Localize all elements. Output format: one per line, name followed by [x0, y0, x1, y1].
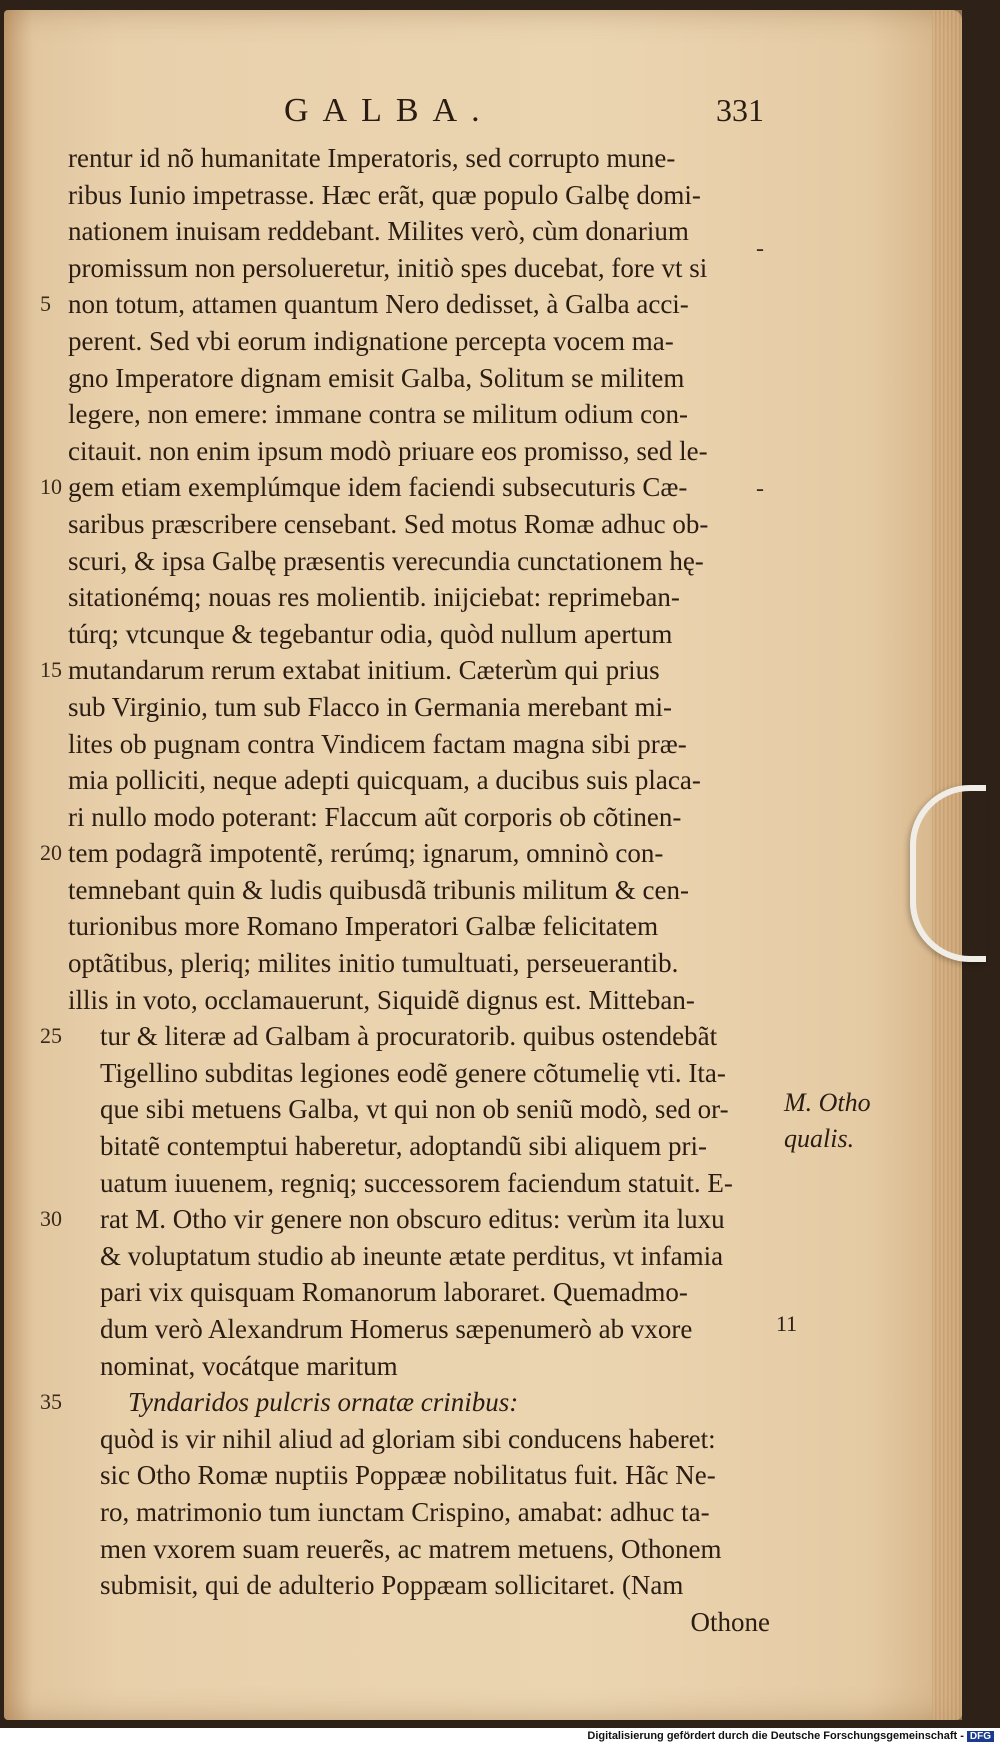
text-line	[40, 323, 770, 360]
line-text: nominat, vocátque maritum	[100, 1350, 398, 1381]
text-line	[40, 177, 770, 214]
margin-dash: -	[756, 236, 764, 262]
running-title: GALBA.	[284, 92, 494, 129]
text-line	[40, 1494, 770, 1531]
line-text: mutandarum rerum extabat initium. Cæterùm qui prius	[68, 655, 660, 686]
margin-note-qualis: qualis.	[784, 1124, 855, 1153]
line-text: & voluptatum studio ab ineunte ætate perditus, vt infamia	[100, 1240, 724, 1271]
text-line	[40, 396, 770, 433]
page-header	[244, 92, 764, 138]
line-text: optãtibus, pleriq; milites initio tumultuati, perseuerantib.	[68, 948, 679, 979]
text-line	[40, 1348, 770, 1385]
book-page	[4, 10, 962, 1720]
text-line	[40, 250, 770, 287]
line-text: Othone	[690, 1606, 770, 1637]
text-line	[40, 1018, 770, 1055]
margin-note-otho: M. Otho	[784, 1088, 871, 1117]
text-line	[40, 1201, 770, 1238]
line-text: perent. Sed vbi eorum indignatione percepta vocem ma-	[68, 325, 674, 356]
text-line	[40, 726, 770, 763]
credit-text: Digitalisierung gefördert durch die Deutsche Forschungsgemeinschaft -	[587, 1730, 964, 1742]
line-text: ribus Iunio impetrasse. Hæc erãt, quæ populo Galbę domi-	[68, 179, 701, 210]
line-text: Tyndaridos pulcris ornatæ crinibus:	[128, 1387, 519, 1418]
text-line	[40, 579, 770, 616]
text-line	[40, 616, 770, 653]
text-line	[40, 1091, 770, 1128]
line-text: quòd is vir nihil aliud ad gloriam sibi conducens haberet:	[100, 1423, 716, 1454]
text-line	[40, 652, 770, 689]
text-line	[40, 908, 770, 945]
text-line	[40, 945, 770, 982]
line-text: mia polliciti, neque adepti quicquam, a ducibus suis placa-	[68, 765, 701, 796]
line-text: scuri, & ipsa Galbę præsentis verecundia cunctationem hę-	[68, 545, 704, 576]
digitization-credit	[587, 1730, 994, 1742]
text-line	[40, 140, 770, 177]
line-text: lites ob pugnam contra Vindicem factam magna sibi præ-	[68, 728, 687, 759]
text-line	[40, 1128, 770, 1165]
paper-clip	[910, 785, 986, 962]
text-line	[40, 543, 770, 580]
line-text: bitatẽ contemptui haberetur, adoptandũ sibi aliquem pri-	[100, 1131, 707, 1162]
line-text: pari vix quisquam Romanorum laboraret. Quemadmo-	[100, 1277, 688, 1308]
text-line	[40, 1055, 770, 1092]
text-line	[40, 799, 770, 836]
line-text: turionibus more Romano Imperatori Galbæ felicitatem	[68, 911, 659, 942]
text-line	[40, 469, 770, 506]
text-line	[40, 1421, 770, 1458]
text-line	[40, 213, 770, 250]
text-line	[40, 286, 770, 323]
line-text: ro, matrimonio tum iunctam Crispino, amabat: adhuc ta-	[100, 1496, 710, 1527]
text-line	[40, 1604, 770, 1641]
line-text: túrq; vtcunque & tegebantur odia, quòd nullum apertum	[68, 618, 673, 649]
line-text: nationem inuisam reddebant. Milites verò, cùm donarium	[68, 216, 689, 247]
line-text: temnebant quin & ludis quibusdã tribunis militum & cen-	[68, 874, 689, 905]
line-text: saribus præscribere censebant. Sed motus Romæ adhuc ob-	[68, 508, 709, 539]
line-text: gem etiam exemplúmque idem faciendi subsecuturis Cæ-	[68, 472, 688, 503]
line-text: illis in voto, occlamauerunt, Siquidẽ dignus est. Mitteban-	[68, 984, 695, 1015]
line-text: tem podagrã impotentẽ, rerúmq; ignarum, omninò con-	[68, 838, 664, 869]
margin-dash: -	[756, 476, 764, 502]
line-text: que sibi metuens Galba, vt qui non ob seniũ modò, sed or-	[100, 1094, 729, 1125]
line-text: sub Virginio, tum sub Flacco in Germania merebant mi-	[68, 691, 673, 722]
dfg-logo: DFG	[967, 1731, 994, 1742]
line-number: 20	[40, 840, 62, 866]
line-number: 35	[40, 1389, 62, 1415]
text-line	[40, 1567, 770, 1604]
line-text: uatum iuuenem, regniq; successorem faciendum statuit. E-	[100, 1167, 733, 1198]
line-text: tur & literæ ad Galbam à procuratorib. quibus ostendebãt	[100, 1021, 718, 1052]
line-text: non totum, attamen quantum Nero dedisset, à Galba acci-	[68, 289, 689, 320]
line-text: citauit. non enim ipsum modò priuare eos promisso, sed le-	[68, 435, 708, 466]
text-line	[40, 1311, 770, 1348]
text-line	[40, 1165, 770, 1202]
text-line	[40, 1238, 770, 1275]
line-text: submisit, qui de adulterio Poppæam sollicitaret. (Nam	[100, 1570, 684, 1601]
text-line	[40, 433, 770, 470]
line-text: rentur id nõ humanitate Imperatoris, sed corrupto mune-	[68, 143, 676, 173]
line-text: ri nullo modo poterant: Flaccum aũt corporis ob cõtinen-	[68, 801, 682, 832]
line-text: dum verò Alexandrum Homerus sæpenumerò ab vxore	[100, 1314, 693, 1344]
line-text: rat M. Otho vir genere non obscuro editus: verùm ita luxu	[100, 1204, 725, 1235]
line-number: 10	[40, 474, 62, 500]
text-line	[40, 1457, 770, 1494]
line-text: promissum non persolueretur, initiò spes ducebat, fore vt si	[68, 252, 708, 283]
text-line	[40, 982, 770, 1019]
text-line	[40, 1531, 770, 1568]
text-line	[40, 1384, 770, 1421]
text-line	[40, 872, 770, 909]
text-line	[40, 360, 770, 397]
margin-marker-11: 11	[776, 1311, 798, 1336]
page-number: 331	[716, 92, 764, 128]
line-text: men vxorem suam reuerẽs, ac matrem metuens, Othonem	[100, 1533, 722, 1564]
text-line	[40, 835, 770, 872]
text-line	[40, 506, 770, 543]
body-text	[40, 140, 770, 1640]
line-number: 15	[40, 657, 62, 683]
line-text: Tigellino subditas legiones eodẽ genere cõtumelię vti. Ita-	[100, 1057, 726, 1088]
text-line	[40, 1274, 770, 1311]
line-number: 5	[40, 291, 51, 317]
line-text: gno Imperatore dignam emisit Galba, Solitum se militem	[68, 362, 685, 393]
line-number: 25	[40, 1023, 62, 1049]
line-number: 30	[40, 1206, 62, 1232]
line-text: sic Otho Romæ nuptiis Poppææ nobilitatus fuit. Hãc Ne-	[100, 1460, 716, 1491]
line-text: legere, non emere: immane contra se militum odium con-	[68, 399, 689, 430]
text-line	[40, 689, 770, 726]
text-line	[40, 762, 770, 799]
line-text: sitationémq; nouas res molientib. inijciebat: reprimeban-	[68, 582, 680, 613]
